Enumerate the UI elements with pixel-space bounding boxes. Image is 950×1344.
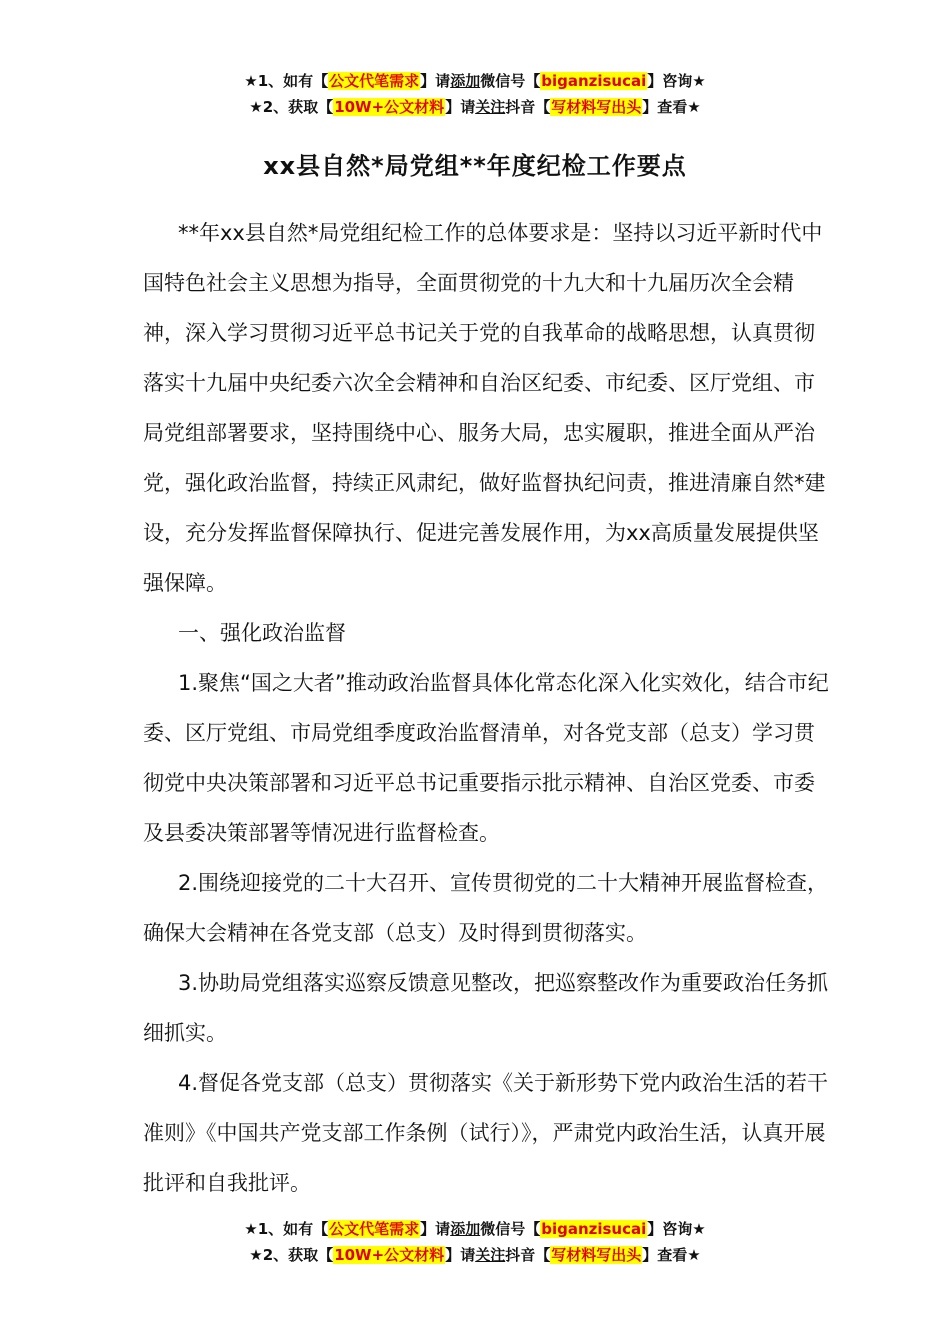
ad-banner-top (0, 68, 950, 120)
banner-text: 微信号【 (480, 72, 541, 90)
intro-paragraph: **年xx县自然*局党组纪检工作的总体要求是：坚持以习近平新时代中国特色社会主义思想为指导，全面贯彻党的十九大和十九届历次全会精神，深入学习贯彻习近平总书记关于党的自我革命的战略思想，认真贯彻落实十九届中央纪委六次全会精神和自治区纪委、市纪委、区厅党组、市局党组部署要求，坚持围绕中心、服务大局，忠实履职，推进全面从严治党，强化政治监督，持续正风肃纪，做好监督执纪问责，推进清廉自然*建设，充分发挥监督保障执行、促进完善发展作用，为xx高质量发展提供坚强保障。 (143, 221, 826, 595)
document-title: xx县自然*局党组**年度纪检工作要点 (263, 152, 687, 180)
banner-text: ★2、获取【 (249, 1246, 334, 1264)
banner-highlight: 10W+公文材料 (334, 1246, 445, 1264)
banner-text: ★2、获取【 (249, 98, 334, 116)
banner-text: 】请 (445, 1246, 476, 1264)
banner-text: 】咨询★ (647, 72, 706, 90)
banner-douyin-id: 写材料写出头 (551, 98, 642, 116)
banner-text: 】查看★ (642, 1246, 701, 1264)
banner-line-1 (0, 1216, 950, 1242)
list-item: 4.督促各党支部（总支）贯彻落实《关于新形势下党内政治生活的若干准则》《中国共产党支部工作条例（试行）》，严肃党内政治生活，认真开展批评和自我批评。 (143, 1071, 829, 1195)
banner-wechat-id: biganzisucai (541, 72, 647, 90)
banner-underlined: 添加 (450, 72, 481, 90)
banner-text: 】请 (445, 98, 476, 116)
banner-highlight: 公文代笔需求 (329, 1220, 420, 1238)
banner-wechat-id: biganzisucai (541, 1220, 647, 1238)
banner-text: 抖音【 (505, 1246, 551, 1264)
list-item: 2.围绕迎接党的二十大召开、宣传贯彻党的二十大精神开展监督检查，确保大会精神在各党支部（总支）及时得到贯彻落实。 (143, 871, 829, 945)
banner-line-2 (0, 1242, 950, 1268)
section-heading: 一、强化政治监督 (178, 621, 346, 645)
banner-text: 】请 (420, 72, 451, 90)
banner-underlined: 关注 (475, 1246, 506, 1264)
banner-text: ★1、如有【 (244, 72, 329, 90)
list-item: 3.协助局党组落实巡察反馈意见整改，把巡察整改作为重要政治任务抓细抓实。 (143, 971, 829, 1045)
ad-banner-bottom (0, 1216, 950, 1268)
banner-highlight: 10W+公文材料 (334, 98, 445, 116)
banner-highlight: 公文代笔需求 (329, 72, 420, 90)
banner-line-2 (0, 94, 950, 120)
banner-line-1 (0, 68, 950, 94)
banner-underlined: 添加 (450, 1220, 481, 1238)
list-item: 1.聚焦“国之大者”推动政治监督具体化常态化深入化实效化，结合市纪委、区厅党组、市局党组季度政治监督清单，对各党支部（总支）学习贯彻党中央决策部署和习近平总书记重要指示批示精神、自治区党委、市委及县委决策部署等情况进行监督检查。 (143, 671, 829, 845)
banner-text: 】请 (420, 1220, 451, 1238)
banner-text: 】咨询★ (647, 1220, 706, 1238)
banner-douyin-id: 写材料写出头 (551, 1246, 642, 1264)
banner-underlined: 关注 (475, 98, 506, 116)
banner-text: 抖音【 (505, 98, 551, 116)
banner-text: ★1、如有【 (244, 1220, 329, 1238)
banner-text: 微信号【 (480, 1220, 541, 1238)
document-body (143, 208, 833, 1208)
banner-text: 】查看★ (642, 98, 701, 116)
